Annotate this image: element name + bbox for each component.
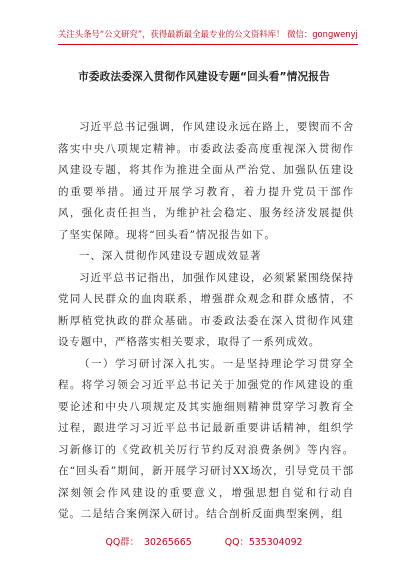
- document-body: [58, 117, 354, 526]
- page-title: 市委政法委深入贯彻作风建设专题“回头看”情况报告: [78, 71, 330, 83]
- qq-group-label: QQ群： 30265665: [105, 537, 192, 548]
- contact-footer: [0, 537, 408, 549]
- subsection-paragraph: （一）学习研讨深入扎实。一是坚持理论学习贯穿全程。将学习领会习近平总书记关于加强党的作风建设的重要论述和中央八项规定及其实施细则精神贯穿学习教育全过程，跟进学习习近平总书记最新重要讲话精神，组织学习新修订的《党政机关厉行节约反对浪费条例》等内容。在“回头看”期间，新开展学习研讨XX场次，引导党员干部深刻领会作风建设的重要意义，增强思想自觉和行动自觉。二是结合案例深入研讨。结合剖析反面典型案例，组: [58, 357, 354, 520]
- qq-label: QQ：535304092: [224, 537, 303, 548]
- intro-paragraph: 习近平总书记强调，作风建设永远在路上，要锲而不舍落实中央八项规定精神。市委政法委高度重视深入贯彻作风建设专题，将其作为推进全面从严治党、加强队伍建设的重要举措。通过开展学习教育，着力提升党员干部作风，强化责任担当，为维护社会稳定、服务经济发展提供了坚实保障。现将“回头看”情况报告如下。: [58, 121, 354, 241]
- promo-header: 关注头条号“公文研究”，获得最新最全最专业的公文资料库！ 微信：gongwenyj: [58, 29, 358, 45]
- section-paragraph: 习近平总书记指出，加强作风建设，必须紧紧围绕保持党同人民群众的血肉联系，增强群众观念和群众感情，不断厚植党执政的群众基础。市委政法委在深入贯彻作风建设专题中，严格落实相关要求，取得了一系列成效。: [58, 271, 354, 348]
- section-heading: 一、深入贯彻作风建设专题成效显著: [79, 250, 262, 262]
